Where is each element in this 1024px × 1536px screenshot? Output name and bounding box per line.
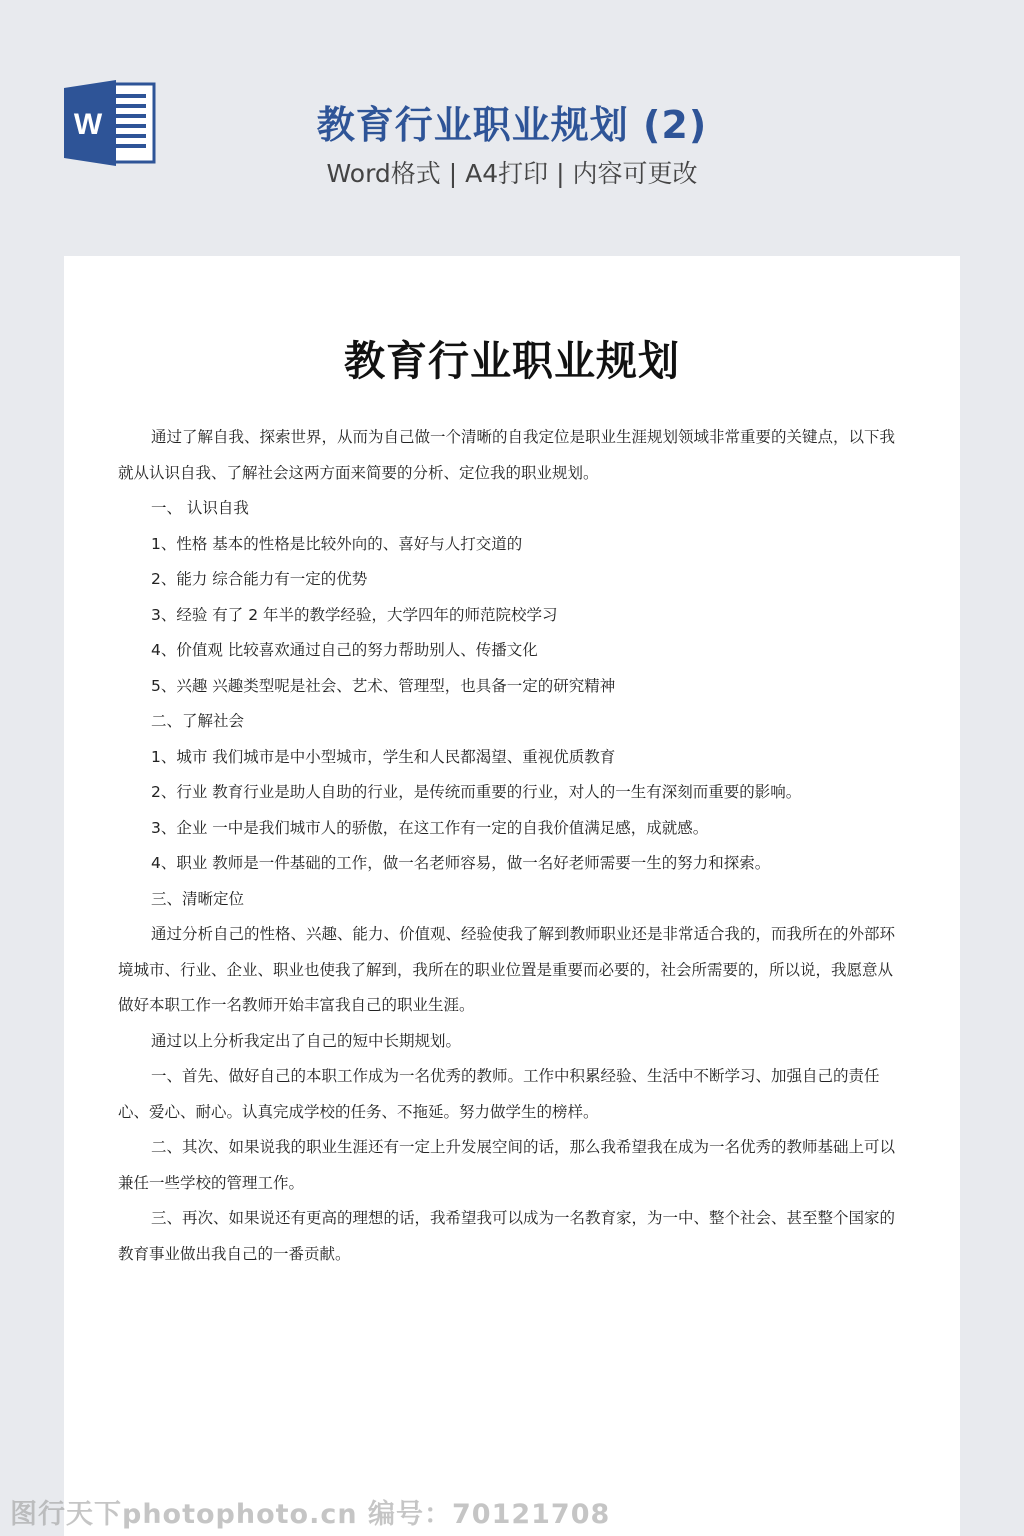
paragraph: 通过以上分析我定出了自己的短中长期规划。 (151, 1031, 462, 1050)
header-subtitle: Word格式 | A4打印 | 内容可更改 (326, 159, 698, 188)
section-heading: 一、 认识自我 (151, 499, 249, 517)
paragraph: 二、其次、如果说我的职业生涯还有一定上升发展空间的话，那么我希望我在成为一名优秀的教师基础上可以兼任一些学校的管理工作。 (118, 1138, 896, 1192)
paragraph: 通过分析自己的性格、兴趣、能力、价值观、经验使我了解到教师职业还是非常适合我的，而我所在的外部环境城市、行业、企业、职业也使我了解到，我所在的职业位置是重要而必要的，社会所需要的，所以说，我愿意从做好本职工作一名教师开始丰富我自己的职业生涯。 (118, 925, 896, 1014)
list-item: 1、城市 我们城市是中小型城市，学生和人民都渴望、重视优质教育 (151, 747, 616, 766)
list-item: 2、能力 综合能力有一定的优势 (151, 570, 368, 588)
document-body (118, 420, 908, 1272)
list-item: 4、职业 教师是一件基础的工作，做一名老师容易，做一名好老师需要一生的努力和探索。 (151, 854, 771, 872)
list-item: 2、行业 教育行业是助人自助的行业，是传统而重要的行业，对人的一生有深刻而重要的影响。 (151, 783, 802, 801)
document-title: 教育行业职业规划 (344, 337, 680, 385)
paragraph: 一、首先、做好自己的本职工作成为一名优秀的教师。工作中积累经验、生活中不断学习、加强自己的责任心、爱心、耐心。认真完成学校的任务、不拖延。努力做学生的榜样。 (118, 1067, 880, 1121)
list-item: 4、价值观 比较喜欢通过自己的努力帮助别人、传播文化 (151, 641, 538, 659)
page-header (0, 0, 1024, 256)
list-item: 3、企业 一中是我们城市人的骄傲，在这工作有一定的自我价值满足感，成就感。 (151, 818, 709, 837)
paragraph: 通过了解自我、探索世界，从而为自己做一个清晰的自我定位是职业生涯规划领域非常重要的关键点，以下我就从认识自我、了解社会这两方面来简要的分析、定位我的职业规划。 (118, 428, 896, 482)
document-page (64, 256, 960, 1536)
list-item: 3、经验 有了 2 年半的教学经验，大学四年的师范院校学习 (151, 605, 558, 624)
word-logo-letter: W (73, 108, 103, 141)
header-title: 教育行业职业规划 (2) (316, 103, 708, 147)
section-heading: 二、了解社会 (151, 712, 245, 730)
section-heading: 三、清晰定位 (151, 889, 245, 908)
watermark: 图行天下photophoto.cn 编号：70121708 (10, 1499, 611, 1530)
paragraph: 三、再次、如果说还有更高的理想的话，我希望我可以成为一名教育家，为一中、整个社会、甚至整个国家的教育事业做出我自己的一番贡献。 (118, 1209, 896, 1263)
list-item: 1、性格 基本的性格是比较外向的、喜好与人打交道的 (151, 534, 523, 553)
list-item: 5、兴趣 兴趣类型呢是社会、艺术、管理型，也具备一定的研究精神 (151, 676, 616, 695)
